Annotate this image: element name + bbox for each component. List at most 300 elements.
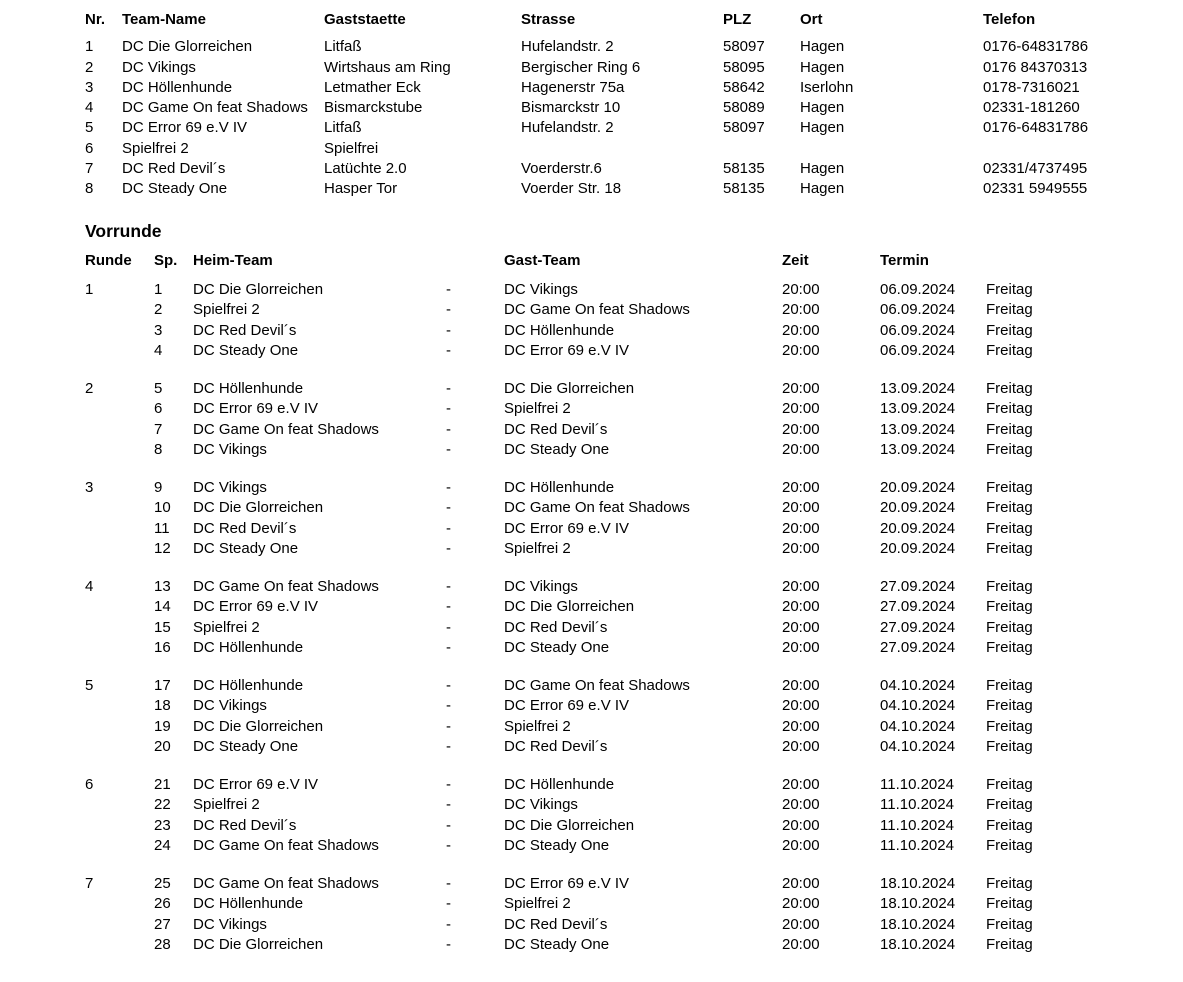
match-date-cell: 18.10.2024: [880, 895, 956, 913]
match-home-cell: DC Vikings: [193, 440, 267, 458]
match-home-cell: DC Game On feat Shadows: [193, 420, 379, 438]
match-time-cell: 20:00: [782, 519, 820, 537]
team-nr-cell: 1: [85, 38, 94, 56]
match-time-cell: 20:00: [782, 836, 820, 854]
match-runde-cell: 4: [85, 578, 94, 595]
team-venue-cell: Litfaß: [324, 38, 362, 56]
match-date-cell: 06.09.2024: [880, 321, 956, 339]
match-row: [85, 539, 1163, 559]
match-date-cell: 13.09.2024: [880, 380, 956, 397]
match-sep-cell: -: [446, 836, 451, 854]
match-home-cell: DC Error 69 e.V IV: [193, 598, 319, 616]
match-sp-cell: 13: [154, 578, 171, 595]
match-home-cell: Spielfrei 2: [193, 301, 260, 319]
match-date-cell: 27.09.2024: [880, 598, 956, 616]
team-phone-cell: 02331 5949555: [983, 180, 1088, 197]
match-guest-cell: DC Die Glorreichen: [504, 380, 635, 397]
schedule-table: [85, 251, 1163, 955]
team-team-cell: DC Game On feat Shadows: [122, 99, 308, 116]
match-day-cell: Freitag: [986, 836, 1033, 854]
match-day-cell: Freitag: [986, 935, 1033, 953]
team-street-cell: Bergischer Ring 6: [521, 58, 641, 76]
match-time-cell: 20:00: [782, 737, 820, 755]
match-time-cell: 20:00: [782, 915, 820, 933]
team-venue-cell: Spielfrei: [324, 139, 379, 157]
match-date-cell: 04.10.2024: [880, 697, 956, 715]
match-row: [85, 894, 1163, 914]
match-day-cell: Freitag: [986, 697, 1033, 715]
match-sp-cell: 15: [154, 618, 171, 636]
match-row: [85, 618, 1163, 638]
match-row: [85, 836, 1163, 856]
match-row: [85, 399, 1163, 419]
match-guest-cell: DC Höllenhunde: [504, 479, 615, 496]
schedule-col-header-sp: Sp.: [154, 252, 178, 270]
match-home-cell: Spielfrei 2: [193, 796, 260, 814]
match-day-cell: Freitag: [986, 618, 1033, 636]
match-guest-cell: DC Error 69 e.V IV: [504, 341, 630, 359]
match-day-cell: Freitag: [986, 301, 1033, 319]
match-time-cell: 20:00: [782, 895, 820, 913]
match-sp-cell: 10: [154, 499, 171, 517]
team-street-cell: Voerderstr.6: [521, 159, 602, 177]
match-guest-cell: DC Error 69 e.V IV: [504, 697, 630, 715]
schedule-header-row: [85, 251, 1163, 271]
match-runde-cell: [85, 737, 152, 757]
match-home-cell: DC Die Glorreichen: [193, 499, 324, 517]
team-team-cell: Spielfrei 2: [122, 139, 189, 157]
match-sp-cell: 25: [154, 875, 171, 892]
match-time-cell: 20:00: [782, 440, 820, 458]
team-plz-cell: 58089: [723, 99, 765, 116]
team-nr-cell: 7: [85, 159, 94, 177]
match-date-cell: 13.09.2024: [880, 440, 956, 458]
match-sep-cell: -: [446, 440, 451, 458]
match-sp-cell: 9: [154, 479, 163, 496]
match-guest-cell: DC Höllenhunde: [504, 321, 615, 339]
match-date-cell: 20.09.2024: [880, 519, 956, 537]
match-runde-cell: [85, 399, 152, 419]
match-sp-cell: 24: [154, 836, 171, 854]
match-sp-cell: 18: [154, 697, 171, 715]
match-time-cell: 20:00: [782, 341, 820, 359]
match-runde-cell: [85, 915, 152, 935]
match-runde-cell: [85, 539, 152, 559]
match-row: [85, 440, 1163, 460]
match-day-cell: Freitag: [986, 578, 1033, 595]
match-sep-cell: -: [446, 578, 451, 595]
match-home-cell: DC Red Devil´s: [193, 519, 297, 537]
match-sep-cell: -: [446, 875, 451, 892]
team-plz-cell: 58135: [723, 180, 765, 197]
match-day-cell: Freitag: [986, 479, 1033, 496]
round-group: [85, 478, 1163, 559]
match-guest-cell: DC Red Devil´s: [504, 737, 608, 755]
team-plz-cell: [723, 139, 800, 159]
match-day-cell: Freitag: [986, 677, 1033, 694]
match-sep-cell: -: [446, 717, 451, 735]
match-time-cell: 20:00: [782, 420, 820, 438]
round-group: [85, 280, 1163, 361]
match-day-cell: Freitag: [986, 776, 1033, 793]
match-row: [85, 597, 1163, 617]
match-day-cell: Freitag: [986, 895, 1033, 913]
teams-col-header-plz: PLZ: [723, 11, 752, 28]
team-city-cell: Hagen: [800, 180, 845, 197]
match-sep-cell: -: [446, 737, 451, 755]
match-home-cell: DC Höllenhunde: [193, 895, 304, 913]
match-home-cell: DC Die Glorreichen: [193, 935, 324, 953]
team-phone-cell: 0176-64831786: [983, 38, 1089, 56]
match-sep-cell: -: [446, 321, 451, 339]
team-team-cell: DC Höllenhunde: [122, 78, 233, 96]
team-venue-cell: Latüchte 2.0: [324, 159, 407, 177]
team-city-cell: Hagen: [800, 99, 845, 116]
match-date-cell: 11.10.2024: [880, 836, 954, 854]
match-sep-cell: -: [446, 618, 451, 636]
match-sp-cell: 2: [154, 301, 163, 319]
match-time-cell: 20:00: [782, 281, 820, 298]
match-runde-cell: [85, 440, 152, 460]
match-home-cell: DC Red Devil´s: [193, 321, 297, 339]
team-nr-cell: 6: [85, 139, 94, 157]
schedule-col-header-termin: Termin: [880, 252, 929, 270]
team-city-cell: [800, 139, 983, 159]
match-runde-cell: 1: [85, 281, 94, 298]
teams-col-header-city: Ort: [800, 11, 823, 28]
match-runde-cell: [85, 935, 152, 955]
match-guest-cell: Spielfrei 2: [504, 400, 571, 418]
match-day-cell: Freitag: [986, 380, 1033, 397]
match-sp-cell: 16: [154, 638, 171, 656]
match-guest-cell: DC Steady One: [504, 440, 610, 458]
match-time-cell: 20:00: [782, 321, 820, 339]
match-date-cell: 20.09.2024: [880, 499, 956, 517]
match-sp-cell: 26: [154, 895, 171, 913]
schedule-table-body: [85, 280, 1163, 955]
match-guest-cell: DC Vikings: [504, 796, 578, 814]
match-sep-cell: -: [446, 539, 451, 557]
match-day-cell: Freitag: [986, 737, 1033, 755]
match-guest-cell: DC Die Glorreichen: [504, 816, 635, 834]
match-sep-cell: -: [446, 420, 451, 438]
team-nr-cell: 8: [85, 180, 94, 197]
match-home-cell: DC Höllenhunde: [193, 638, 304, 656]
match-runde-cell: [85, 321, 152, 341]
round-group: [85, 874, 1163, 955]
section-title-vorrunde: Vorrunde: [85, 221, 162, 242]
match-sep-cell: -: [446, 697, 451, 715]
match-day-cell: Freitag: [986, 281, 1033, 298]
teams-col-header-venue: Gaststaette: [324, 11, 406, 28]
match-sep-cell: -: [446, 281, 451, 298]
match-date-cell: 04.10.2024: [880, 737, 956, 755]
teams-col-header-nr: Nr.: [85, 11, 106, 28]
match-sp-cell: 17: [154, 677, 171, 694]
match-day-cell: Freitag: [986, 717, 1033, 735]
match-row: [85, 676, 1163, 696]
match-guest-cell: DC Red Devil´s: [504, 420, 608, 438]
match-time-cell: 20:00: [782, 301, 820, 319]
match-time-cell: 20:00: [782, 776, 820, 793]
match-home-cell: DC Die Glorreichen: [193, 281, 324, 298]
schedule-col-header-heim: Heim-Team: [193, 252, 273, 270]
team-nr-cell: 5: [85, 119, 94, 137]
match-home-cell: DC Steady One: [193, 539, 299, 557]
round-group: [85, 676, 1163, 757]
match-time-cell: 20:00: [782, 717, 820, 735]
team-street-cell: [521, 139, 723, 159]
teams-table-body: [85, 37, 1163, 199]
match-sep-cell: -: [446, 935, 451, 953]
match-row: [85, 300, 1163, 320]
match-row: [85, 935, 1163, 955]
match-home-cell: DC Vikings: [193, 697, 267, 715]
team-team-cell: DC Red Devil´s: [122, 159, 226, 177]
match-runde-cell: [85, 420, 152, 440]
match-sp-cell: 21: [154, 776, 171, 793]
match-time-cell: 20:00: [782, 638, 820, 656]
match-guest-cell: DC Red Devil´s: [504, 915, 608, 933]
match-time-cell: 20:00: [782, 499, 820, 517]
match-row: [85, 420, 1163, 440]
match-runde-cell: 7: [85, 875, 94, 892]
match-sp-cell: 8: [154, 440, 163, 458]
team-row: [85, 78, 1163, 98]
match-home-cell: DC Error 69 e.V IV: [193, 400, 319, 418]
team-venue-cell: Letmather Eck: [324, 78, 421, 96]
match-runde-cell: [85, 638, 152, 658]
match-runde-cell: 3: [85, 479, 94, 496]
match-time-cell: 20:00: [782, 380, 820, 397]
match-home-cell: DC Steady One: [193, 341, 299, 359]
match-guest-cell: DC Vikings: [504, 281, 578, 298]
team-venue-cell: Bismarckstube: [324, 99, 423, 116]
match-day-cell: Freitag: [986, 420, 1033, 438]
match-date-cell: 27.09.2024: [880, 578, 956, 595]
team-plz-cell: 58097: [723, 38, 765, 56]
match-runde-cell: [85, 696, 152, 716]
match-date-cell: 20.09.2024: [880, 479, 956, 496]
match-day-cell: Freitag: [986, 519, 1033, 537]
match-sp-cell: 3: [154, 321, 163, 339]
match-row: [85, 519, 1163, 539]
team-street-cell: Bismarckstr 10: [521, 99, 621, 116]
match-guest-cell: Spielfrei 2: [504, 895, 571, 913]
match-day-cell: Freitag: [986, 539, 1033, 557]
match-sep-cell: -: [446, 400, 451, 418]
match-runde-cell: 5: [85, 677, 94, 694]
match-sp-cell: 7: [154, 420, 163, 438]
match-day-cell: Freitag: [986, 638, 1033, 656]
match-sep-cell: -: [446, 499, 451, 517]
match-time-cell: 20:00: [782, 479, 820, 496]
match-sp-cell: 4: [154, 341, 163, 359]
match-guest-cell: DC Game On feat Shadows: [504, 499, 690, 517]
team-plz-cell: 58642: [723, 78, 765, 96]
match-date-cell: 11.10.2024: [880, 796, 954, 814]
match-time-cell: 20:00: [782, 816, 820, 834]
team-team-cell: DC Error 69 e.V IV: [122, 119, 248, 137]
team-plz-cell: 58135: [723, 159, 765, 177]
team-street-cell: Hufelandstr. 2: [521, 119, 614, 137]
match-home-cell: Spielfrei 2: [193, 618, 260, 636]
match-date-cell: 06.09.2024: [880, 341, 956, 359]
team-phone-cell: 02331-181260: [983, 99, 1080, 116]
team-venue-cell: Hasper Tor: [324, 180, 398, 197]
match-home-cell: DC Höllenhunde: [193, 677, 304, 694]
match-sep-cell: -: [446, 479, 451, 496]
match-row: [85, 775, 1163, 795]
match-guest-cell: DC Steady One: [504, 638, 610, 656]
match-date-cell: 06.09.2024: [880, 281, 956, 298]
match-row: [85, 379, 1163, 399]
match-row: [85, 795, 1163, 815]
match-time-cell: 20:00: [782, 598, 820, 616]
match-time-cell: 20:00: [782, 677, 820, 694]
match-row: [85, 874, 1163, 894]
match-day-cell: Freitag: [986, 598, 1033, 616]
match-guest-cell: DC Game On feat Shadows: [504, 677, 690, 694]
match-row: [85, 577, 1163, 597]
round-group: [85, 577, 1163, 658]
match-sp-cell: 1: [154, 281, 163, 298]
match-time-cell: 20:00: [782, 697, 820, 715]
match-sp-cell: 28: [154, 935, 171, 953]
match-runde-cell: 6: [85, 776, 94, 793]
match-home-cell: DC Vikings: [193, 479, 267, 496]
match-sp-cell: 12: [154, 539, 171, 557]
match-guest-cell: DC Höllenhunde: [504, 776, 615, 793]
match-row: [85, 696, 1163, 716]
match-time-cell: 20:00: [782, 400, 820, 418]
team-row: [85, 118, 1163, 138]
match-sep-cell: -: [446, 598, 451, 616]
match-home-cell: DC Höllenhunde: [193, 380, 304, 397]
match-time-cell: 20:00: [782, 539, 820, 557]
team-phone-cell: 0178-7316021: [983, 78, 1080, 96]
team-row: [85, 179, 1163, 199]
match-time-cell: 20:00: [782, 875, 820, 892]
team-street-cell: Hufelandstr. 2: [521, 38, 614, 56]
match-row: [85, 280, 1163, 300]
team-plz-cell: 58097: [723, 119, 765, 137]
team-phone-cell: 0176-64831786: [983, 119, 1089, 137]
match-guest-cell: DC Steady One: [504, 935, 610, 953]
match-day-cell: Freitag: [986, 915, 1033, 933]
match-sep-cell: -: [446, 519, 451, 537]
match-date-cell: 27.09.2024: [880, 638, 956, 656]
team-venue-cell: Wirtshaus am Ring: [324, 58, 451, 76]
round-group: [85, 775, 1163, 856]
match-sep-cell: -: [446, 301, 451, 319]
teams-col-header-phone: Telefon: [983, 11, 1036, 28]
match-sp-cell: 11: [154, 519, 170, 537]
team-city-cell: Hagen: [800, 58, 845, 76]
match-row: [85, 638, 1163, 658]
team-venue-cell: Litfaß: [324, 119, 362, 137]
team-city-cell: Iserlohn: [800, 78, 854, 96]
match-time-cell: 20:00: [782, 578, 820, 595]
match-row: [85, 915, 1163, 935]
match-home-cell: DC Game On feat Shadows: [193, 836, 379, 854]
teams-header-row: [85, 10, 1163, 30]
match-runde-cell: [85, 717, 152, 737]
match-sp-cell: 5: [154, 380, 163, 397]
match-date-cell: 11.10.2024: [880, 816, 954, 834]
schedule-col-header-runde: Runde: [85, 252, 132, 270]
match-sep-cell: -: [446, 915, 451, 933]
match-sp-cell: 20: [154, 737, 171, 755]
match-row: [85, 816, 1163, 836]
match-sep-cell: -: [446, 796, 451, 814]
team-row: [85, 159, 1163, 179]
match-time-cell: 20:00: [782, 618, 820, 636]
match-sep-cell: -: [446, 677, 451, 694]
match-runde-cell: [85, 816, 152, 836]
match-runde-cell: 2: [85, 380, 94, 397]
team-city-cell: Hagen: [800, 38, 845, 56]
match-home-cell: DC Red Devil´s: [193, 816, 297, 834]
match-sep-cell: -: [446, 638, 451, 656]
team-city-cell: Hagen: [800, 159, 845, 177]
match-sep-cell: -: [446, 895, 451, 913]
match-date-cell: 06.09.2024: [880, 301, 956, 319]
teams-col-header-street: Strasse: [521, 11, 576, 28]
match-runde-cell: [85, 519, 152, 539]
match-runde-cell: [85, 836, 152, 856]
match-date-cell: 18.10.2024: [880, 875, 956, 892]
match-guest-cell: DC Error 69 e.V IV: [504, 875, 630, 892]
match-sp-cell: 27: [154, 915, 171, 933]
team-phone-cell: [983, 139, 1163, 159]
match-day-cell: Freitag: [986, 341, 1033, 359]
team-plz-cell: 58095: [723, 58, 765, 76]
team-nr-cell: 2: [85, 58, 94, 76]
match-date-cell: 13.09.2024: [880, 420, 956, 438]
match-guest-cell: DC Error 69 e.V IV: [504, 519, 630, 537]
match-row: [85, 478, 1163, 498]
team-row: [85, 37, 1163, 57]
match-runde-cell: [85, 894, 152, 914]
match-row: [85, 717, 1163, 737]
match-guest-cell: DC Steady One: [504, 836, 610, 854]
match-home-cell: DC Game On feat Shadows: [193, 578, 379, 595]
team-row: [85, 58, 1163, 78]
team-nr-cell: 3: [85, 78, 94, 96]
match-sp-cell: 23: [154, 816, 171, 834]
match-sp-cell: 22: [154, 796, 171, 814]
match-guest-cell: Spielfrei 2: [504, 539, 571, 557]
match-time-cell: 20:00: [782, 796, 820, 814]
match-guest-cell: DC Die Glorreichen: [504, 598, 635, 616]
match-day-cell: Freitag: [986, 796, 1033, 814]
match-row: [85, 737, 1163, 757]
team-street-cell: Voerder Str. 18: [521, 180, 622, 197]
schedule-col-header-zeit: Zeit: [782, 252, 809, 270]
match-row: [85, 321, 1163, 341]
match-sep-cell: -: [446, 380, 451, 397]
match-guest-cell: DC Red Devil´s: [504, 618, 608, 636]
match-day-cell: Freitag: [986, 499, 1033, 517]
match-date-cell: 13.09.2024: [880, 400, 956, 418]
match-runde-cell: [85, 341, 152, 361]
match-row: [85, 341, 1163, 361]
match-date-cell: 18.10.2024: [880, 915, 956, 933]
match-date-cell: 04.10.2024: [880, 677, 956, 694]
match-sp-cell: 14: [154, 598, 171, 616]
match-home-cell: DC Error 69 e.V IV: [193, 776, 319, 793]
